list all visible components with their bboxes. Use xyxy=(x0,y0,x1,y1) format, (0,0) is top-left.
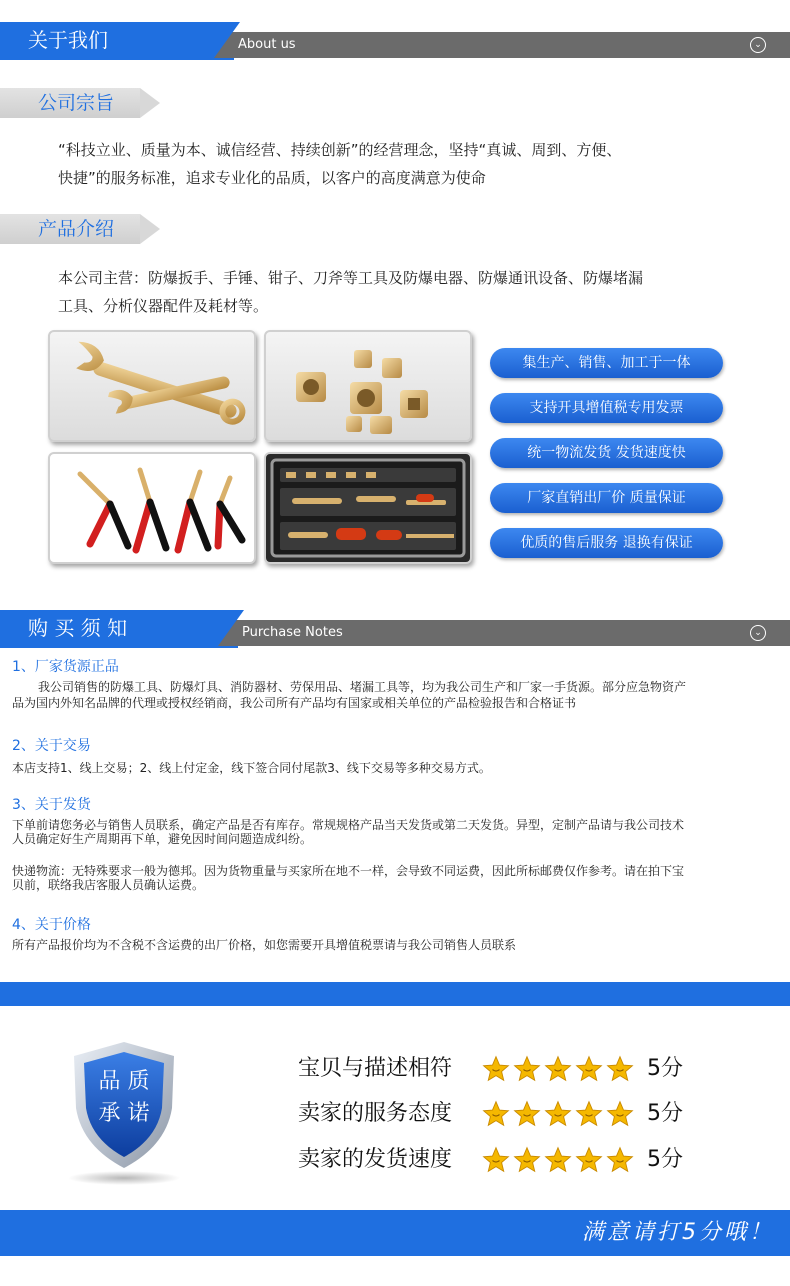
mission-line-1: “科技立业、质量为本、诚信经营、持续创新”的经营理念，坚持“真诚、周到、方便、 xyxy=(58,141,622,159)
note-text-2: 本店支持1、线上交易；2、线上付定金，线下签合同付尾款3、线下交易等多种交易方式。 xyxy=(12,761,491,775)
products-tag xyxy=(0,214,160,244)
feature-pill-1: 集生产、销售、加工于一体 xyxy=(490,348,723,378)
rating-label: 卖家的服务态度 xyxy=(298,1101,453,1126)
products-line-2: 工具、分析仪器配件及耗材等。 xyxy=(58,297,269,315)
about-us-header xyxy=(0,22,790,68)
star-icon xyxy=(575,1100,603,1128)
toolkit-illustration xyxy=(266,454,470,562)
mission-line-2: 快捷”的服务标准，追求专业化的品质，以客户的高度满意为使命 xyxy=(58,169,486,187)
note-3-line-1: 下单前请您务必与销售人员联系，确定产品是否有库存。常规规格产品当天发货或第二天发货。异型，定制产品请与我公司技术 xyxy=(12,818,685,832)
star-icon xyxy=(606,1146,634,1174)
rating-score: 5分 xyxy=(647,1147,683,1172)
pliers-illustration xyxy=(50,454,254,562)
note-text-1b xyxy=(12,696,780,710)
note-heading-2: 2、关于交易 xyxy=(12,738,91,754)
star-icon xyxy=(544,1100,572,1128)
star-icon xyxy=(575,1146,603,1174)
star-icon xyxy=(606,1100,634,1128)
badge-line-1: 品 质 xyxy=(98,1069,150,1094)
rating-row-description xyxy=(298,1052,683,1086)
rating-stars xyxy=(482,1143,637,1177)
star-icon xyxy=(544,1146,572,1174)
products-tag-label: 产品介绍 xyxy=(38,218,115,240)
note-3-extra-line-1: 快递物流：无特殊要求一般为德邦。因为货物重量与买家所在地不一样，会导致不同运费，因此所标邮费仅作参考。请在拍下宝 xyxy=(12,864,685,878)
rating-row-shipping xyxy=(298,1143,683,1177)
rating-label: 卖家的发货速度 xyxy=(298,1147,453,1172)
product-photo-sockets xyxy=(264,330,472,442)
rating-score: 5分 xyxy=(647,1101,683,1126)
note-text-4: 所有产品报价均为不含税不含运费的出厂价格，如您需要开具增值税票请与我公司销售人员联系 xyxy=(12,938,517,952)
wrench-illustration xyxy=(50,332,254,440)
purchase-notes-header xyxy=(0,610,790,656)
product-photo-toolkit xyxy=(264,452,472,564)
purchase-subtitle-bar xyxy=(218,620,790,646)
about-us-subtitle-bar xyxy=(214,32,790,58)
star-icon xyxy=(482,1146,510,1174)
header-underline xyxy=(0,58,234,60)
header-cut xyxy=(214,22,240,58)
note-1-line-1: 我公司销售的防爆工具、防爆灯具、消防器材、劳保用品、堵漏工具等，均为我公司生产和厂家一手货源。部分应急物资产 xyxy=(38,680,687,694)
purchase-header-cut xyxy=(218,610,244,646)
products-line-1: 本公司主营：防爆扳手、手锤、钳子、刀斧等工具及防爆电器、防爆通讯设备、防爆堵漏 xyxy=(58,269,644,287)
rating-score: 5分 xyxy=(647,1056,683,1081)
star-icon xyxy=(513,1146,541,1174)
footer-text: 满意请打5分哦！ xyxy=(582,1220,774,1245)
badge-line-2: 承 诺 xyxy=(98,1101,150,1126)
note-text-3-shipping xyxy=(12,864,780,892)
star-icon xyxy=(513,1055,541,1083)
note-heading-1: 1、厂家货源正品 xyxy=(12,659,119,675)
star-icon xyxy=(575,1055,603,1083)
feature-pill-2: 支持开具增值税专用发票 xyxy=(490,393,723,423)
separator-band xyxy=(0,982,790,1006)
mission-text xyxy=(58,136,738,192)
note-heading-4: 4、关于价格 xyxy=(12,917,91,933)
socket-illustration xyxy=(266,332,470,440)
rating-stars xyxy=(482,1052,637,1086)
about-us-title: 关于我们 xyxy=(0,22,214,58)
note-3-extra-line-2: 贝前，联络我店客服人员确认运费。 xyxy=(12,878,205,892)
products-text xyxy=(58,264,738,320)
rating-label: 宝贝与描述相符 xyxy=(298,1056,453,1081)
purchase-header-underline xyxy=(0,646,238,648)
star-icon xyxy=(606,1055,634,1083)
star-icon xyxy=(482,1055,510,1083)
rating-stars xyxy=(482,1097,637,1131)
chevron-down-icon[interactable]: ⌄ xyxy=(750,37,766,53)
feature-pill-3: 统一物流发货 发货速度快 xyxy=(490,438,723,468)
note-text-3 xyxy=(12,818,780,846)
note-3-line-2: 人员确定好生产周期再下单，避免因时间问题造成纠纷。 xyxy=(12,832,313,846)
star-icon xyxy=(544,1055,572,1083)
feature-pill-5: 优质的售后服务 退换有保证 xyxy=(490,528,723,558)
note-heading-3: 3、关于发货 xyxy=(12,797,91,813)
footer-band xyxy=(0,1210,790,1256)
quality-badge-text xyxy=(62,1066,186,1130)
quality-badge xyxy=(62,1036,186,1186)
mission-tag-label: 公司宗旨 xyxy=(38,92,115,114)
product-photo-wrenches xyxy=(48,330,256,442)
star-icon xyxy=(482,1100,510,1128)
product-photo-pliers xyxy=(48,452,256,564)
mission-tag xyxy=(0,88,160,118)
rating-row-service xyxy=(298,1097,683,1131)
note-text-1 xyxy=(12,680,780,694)
purchase-title: 购 买 须 知 xyxy=(0,610,218,646)
star-icon xyxy=(513,1100,541,1128)
note-1-line-2: 品为国内外知名品牌的代理或授权经销商，我公司所有产品均有国家或相关单位的产品检验报告和合格证书 xyxy=(12,696,577,710)
feature-pill-4: 厂家直销出厂价 质量保证 xyxy=(490,483,723,513)
purchase-subtitle: Purchase Notes xyxy=(242,625,343,640)
about-us-subtitle: About us xyxy=(238,37,296,52)
chevron-down-icon[interactable]: ⌄ xyxy=(750,625,766,641)
